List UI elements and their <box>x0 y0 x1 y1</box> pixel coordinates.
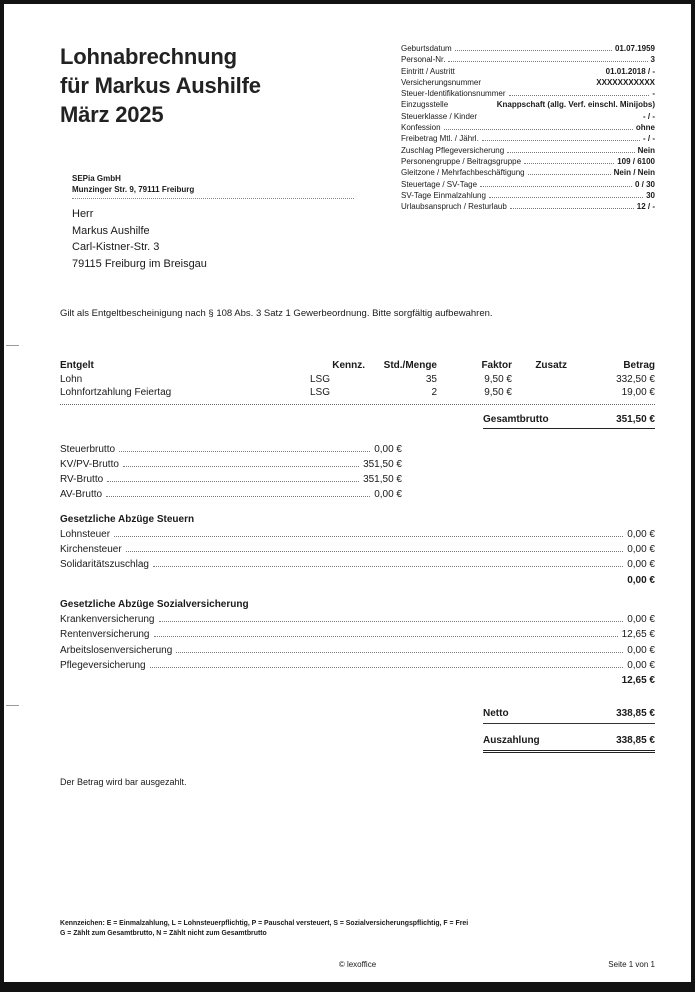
legend-line-2: G = Zählt zum Gesamtbrutto, N = Zählt nicht zum Gesamtbrutto <box>60 929 267 937</box>
page-bottom <box>60 919 655 972</box>
dotted-leader <box>482 140 640 141</box>
section-title: Gesetzliche Abzüge Steuern <box>60 513 195 525</box>
dotted-leader <box>123 466 359 467</box>
gross-label: RV-Brutto <box>60 474 104 486</box>
info-label: Einzugsstelle <box>401 100 449 110</box>
info-value: - <box>652 89 655 99</box>
gross-value: 0,00 € <box>374 443 402 455</box>
payout-value: 338,85 € <box>616 734 655 746</box>
info-value: ohne <box>635 123 655 133</box>
dotted-leader <box>510 208 634 209</box>
info-label: Steuerklasse / Kinder <box>401 111 478 121</box>
dotted-leader <box>114 536 623 537</box>
col-header-entgelt: Entgelt <box>60 360 94 371</box>
deduction-value: 0,00 € <box>627 528 655 540</box>
info-value: - / - <box>643 134 655 144</box>
info-label: Personengruppe / Beitragsgruppe <box>401 156 522 166</box>
recipient-name: Markus Aushilfe <box>72 224 150 237</box>
info-label: Personal-Nr. <box>401 55 446 65</box>
info-label: Versicherungsnummer <box>401 77 482 87</box>
earnings-kennz: LSG <box>310 387 331 398</box>
tax-subtotal: 0,00 € <box>627 574 655 586</box>
tax-deductions-section <box>60 512 655 588</box>
info-value: 01.01.2018 / - <box>605 66 655 76</box>
gross-value: 351,50 € <box>363 458 402 470</box>
deduction-label: Pflegeversicherung <box>60 659 146 671</box>
dotted-leader <box>448 61 647 62</box>
gross-label: Steuerbrutto <box>60 443 116 455</box>
deduction-row <box>60 542 655 557</box>
net-label: Netto <box>483 707 509 719</box>
info-label: Zuschlag Pflegeversicherung <box>401 145 505 155</box>
col-header-kennz: Kennz. <box>332 360 365 371</box>
gross-row <box>60 472 402 487</box>
info-row <box>401 112 655 123</box>
social-deductions-section <box>60 597 655 689</box>
info-row <box>401 134 655 145</box>
recipient-address <box>72 206 390 272</box>
payout-label: Auszahlung <box>483 734 540 746</box>
employee-info-block <box>401 44 655 213</box>
earnings-table <box>60 359 655 429</box>
info-value: Nein / Nein <box>613 168 655 178</box>
dotted-leader <box>176 652 623 653</box>
earnings-betrag: 19,00 € <box>621 387 655 398</box>
dotted-leader <box>126 551 623 552</box>
earnings-betrag: 332,50 € <box>616 373 655 385</box>
deduction-value: 12,65 € <box>621 629 655 641</box>
deduction-value: 0,00 € <box>627 543 655 555</box>
deduction-row <box>60 557 655 572</box>
gross-label: KV/PV-Brutto <box>60 458 119 470</box>
deduction-label: Rentenversicherung <box>60 629 150 641</box>
info-label: Geburtsdatum <box>401 44 452 53</box>
dotted-leader <box>524 163 614 164</box>
info-row <box>401 157 655 168</box>
info-row <box>401 89 655 100</box>
payment-note: Der Betrag wird bar ausgezahlt. <box>60 776 187 787</box>
earnings-faktor: 9,50 € <box>484 373 512 385</box>
info-label: Steuertage / SV-Tage <box>401 179 478 189</box>
gross-row <box>60 487 402 502</box>
deduction-row <box>60 527 655 542</box>
deduction-label: Kirchensteuer <box>60 543 122 555</box>
dotted-leader <box>159 621 624 622</box>
earnings-table-header <box>60 359 655 373</box>
legend-line-1: Kennzeichen: E = Einmalzahlung, L = Lohnsteuerpflichtig, P = Pauschal versteuert, S = Sozialversicherungspflichtig, F = Frei <box>60 920 469 927</box>
info-value: XXXXXXXXXXX <box>596 77 655 87</box>
dotted-leader <box>455 50 612 51</box>
earnings-menge: 2 <box>431 387 437 398</box>
document-title <box>60 42 390 129</box>
info-label: Konfession <box>401 123 441 133</box>
info-label: Eintritt / Austritt <box>401 66 455 76</box>
dotted-leader <box>107 481 359 482</box>
info-row <box>401 146 655 157</box>
info-row <box>401 123 655 134</box>
info-value: 0 / 30 <box>634 179 655 189</box>
info-row <box>401 55 655 66</box>
dotted-leader <box>106 496 370 497</box>
title-line-2: für Markus Aushilfe <box>60 73 261 98</box>
deduction-value: 0,00 € <box>627 659 655 671</box>
info-row <box>401 78 655 89</box>
info-label: Steuer-Identifikationsnummer <box>401 89 506 99</box>
info-value: Nein <box>637 145 655 155</box>
deduction-value: 0,00 € <box>627 644 655 656</box>
info-row <box>401 100 655 111</box>
dotted-leader <box>444 129 633 130</box>
info-row <box>401 180 655 191</box>
gross-row <box>60 457 402 472</box>
payslip-page <box>4 4 691 982</box>
info-value: 109 / 6100 <box>617 156 655 166</box>
dotted-leader <box>154 636 618 637</box>
sender-separator <box>72 198 354 199</box>
fold-mark-bottom <box>6 705 19 706</box>
deduction-label: Krankenversicherung <box>60 614 155 626</box>
dotted-leader <box>484 84 593 85</box>
deduction-row <box>60 643 655 658</box>
deduction-value: 0,00 € <box>627 559 655 571</box>
gross-value: 351,50 € <box>363 474 402 486</box>
dotted-leader <box>150 667 624 668</box>
kennzeichen-legend <box>60 919 655 938</box>
dotted-leader <box>489 197 643 198</box>
dotted-leader <box>509 95 650 96</box>
recipient-salutation: Herr <box>72 208 94 220</box>
earnings-name: Lohnfortzahlung Feiertag <box>60 387 172 398</box>
earnings-kennz: LSG <box>310 373 331 385</box>
recipient-street: Carl-Kistner-Str. 3 <box>72 241 160 253</box>
page-footer <box>60 960 655 972</box>
gross-total-row <box>483 414 655 429</box>
info-value: 01.07.1959 <box>614 44 655 53</box>
earnings-row <box>60 373 655 387</box>
payout-row <box>483 735 655 753</box>
info-label: SV-Tage Einmalzahlung <box>401 190 486 200</box>
dotted-leader <box>153 566 623 567</box>
info-value: 30 <box>646 190 655 200</box>
dotted-leader <box>458 73 603 74</box>
dotted-leader <box>451 106 494 107</box>
deduction-row <box>60 612 655 627</box>
fold-mark-top <box>6 345 19 346</box>
info-value: 12 / - <box>636 202 655 212</box>
dotted-leader <box>480 186 632 187</box>
info-value: 3 <box>650 55 655 65</box>
section-title: Gesetzliche Abzüge Sozialversicherung <box>60 599 249 611</box>
net-total-row <box>483 708 655 724</box>
gross-total-value: 351,50 € <box>616 413 655 425</box>
col-header-zusatz: Zusatz <box>535 360 567 371</box>
info-row <box>401 191 655 202</box>
deduction-row <box>60 658 655 673</box>
title-line-3: März 2025 <box>60 102 164 127</box>
info-row <box>401 44 655 55</box>
col-header-betrag: Betrag <box>623 360 655 371</box>
deduction-label: Lohnsteuer <box>60 528 111 540</box>
sender-address <box>72 173 390 195</box>
page-number: Seite 1 von 1 <box>608 960 655 969</box>
deduction-value: 0,00 € <box>627 614 655 626</box>
col-header-menge: Std./Menge <box>383 360 437 371</box>
info-row <box>401 168 655 179</box>
dotted-leader <box>528 174 611 175</box>
net-value: 338,85 € <box>616 707 655 719</box>
earnings-faktor: 9,50 € <box>484 387 512 398</box>
dotted-leader <box>507 152 634 153</box>
info-row <box>401 202 655 213</box>
gross-row <box>60 442 402 457</box>
recipient-city: 79115 Freiburg im Breisgau <box>72 257 207 270</box>
gross-breakdown <box>60 442 402 503</box>
earnings-name: Lohn <box>60 373 83 385</box>
gross-total-label: Gesamtbrutto <box>483 413 549 425</box>
deduction-label: Arbeitslosenversicherung <box>60 644 173 656</box>
info-label: Urlaubsanspruch / Resturlaub <box>401 202 507 212</box>
info-value: - / - <box>643 111 655 121</box>
deduction-label: Solidaritätszuschlag <box>60 559 149 571</box>
dotted-leader <box>119 451 370 452</box>
social-subtotal: 12,65 € <box>621 675 655 687</box>
col-header-faktor: Faktor <box>481 360 512 371</box>
info-value: Knappschaft (allg. Verf. einschl. Minijobs) <box>496 100 655 110</box>
sender-street: Munzinger Str. 9, 79111 Freiburg <box>72 185 195 194</box>
dotted-leader <box>480 118 640 119</box>
sender-name: SEPia GmbH <box>72 174 121 183</box>
header <box>60 42 655 272</box>
legal-notice: Gilt als Entgeltbescheinigung nach § 108 Abs. 3 Satz 1 Gewerbeordnung. Bitte sorgfältig aufbewahren. <box>60 308 493 319</box>
info-label: Gleitzone / Mehrfachbeschäftigung <box>401 168 525 178</box>
info-row <box>401 67 655 78</box>
copyright-text: © lexoffice <box>338 960 377 969</box>
deduction-row <box>60 627 655 642</box>
header-left-column <box>60 42 390 272</box>
earnings-row <box>60 386 655 400</box>
info-label: Freibetrag Mtl. / Jährl. <box>401 134 479 144</box>
title-line-1: Lohnabrechnung <box>60 44 237 69</box>
gross-label: AV-Brutto <box>60 489 103 501</box>
table-separator <box>60 404 655 405</box>
earnings-menge: 35 <box>425 373 437 385</box>
gross-value: 0,00 € <box>374 489 402 501</box>
